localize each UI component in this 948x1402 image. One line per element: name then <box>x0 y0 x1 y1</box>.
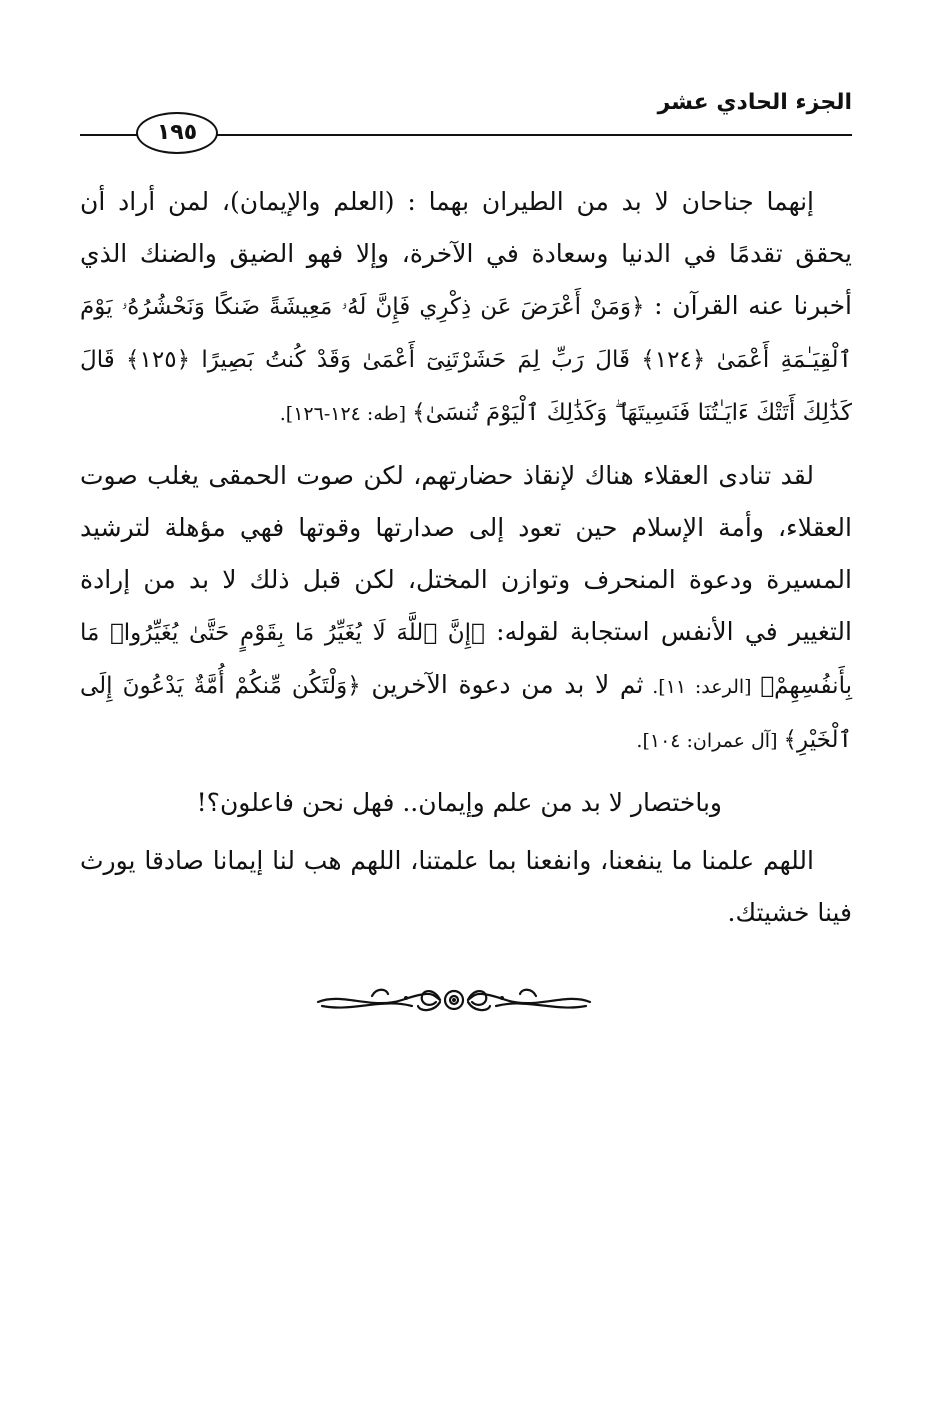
paragraph-3: وباختصار لا بد من علم وإيمان.. فهل نحن فاعلون؟! <box>196 788 722 817</box>
verse-reference: [طه: ١٢٤-١٢٦]. <box>279 403 413 425</box>
running-title: الجزء الحادي عشر <box>657 90 852 115</box>
paragraph-text: إنهما جناحان لا بد من الطيران بهما : (العلم والإيمان)، لمن أراد أن يحقق تقدمًا في الدنيا وسعادة في الآخرة، وإلا فهو الضيق والضنك الذي أخبرنا عنه القرآن : <box>80 187 852 320</box>
page-number: ١٩٥ <box>136 112 218 154</box>
quran-verse: ﴿إِنَّ ٱللَّهَ لَا يُغَيِّرُ مَا بِقَوْمٍ حَتَّىٰ يُغَيِّرُوا۟ مَا بِأَنفُسِهِمْ﴾ <box>80 620 852 699</box>
verse-reference: [آل عمران: ١٠٤]. <box>636 730 784 752</box>
main-text <box>80 176 852 939</box>
header-rule-right <box>216 134 852 136</box>
decorative-divider-icon <box>312 980 596 1020</box>
paragraph-2 <box>80 450 852 767</box>
paragraph-text: لقد تنادى العقلاء هناك لإنقاذ حضارتهم، لكن صوت الحمقى يغلب صوت العقلاء، وأمة الإسلام حين تعود إلى صدارتها وقوتها فهي مؤهلة لترشيد المسيرة ودعوة المنحرف وتوازن المختل، لكن قبل ذلك لا بد من إرادة التغيير في الأنفس استجابة لقوله: <box>80 461 852 646</box>
quran-verse: ﴿وَمَنْ أَعْرَضَ عَن ذِكْرِي فَإِنَّ لَهُۥ مَعِيشَةً ضَنكًا وَنَحْشُرُهُۥ يَوْمَ ٱلْقِيَـٰمَةِ أَعْمَىٰ ﴿١٢٤﴾ قَالَ رَبِّ لِمَ حَشَرْتَنِىٓ أَعْمَىٰ وَقَدْ كُنتُ بَصِيرًا ﴿١٢٥﴾ قَالَ كَذَٰلِكَ أَتَتْكَ ءَايَـٰتُنَا فَنَسِيتَهَا ۖ وَكَذَٰلِكَ ٱلْيَوْمَ تُنسَىٰ﴾ <box>80 294 852 426</box>
quran-verse: ﴿وَلْتَكُن مِّنكُمْ أُمَّةٌ يَدْعُونَ إِلَى ٱلْخَيْرِ﴾ <box>80 673 852 753</box>
paragraph-text: ثم لا بد من دعوة الآخرين <box>360 670 644 699</box>
header-rule-left <box>80 134 140 136</box>
paragraph-1 <box>80 176 852 440</box>
verse-reference: [الرعد: ١١]. <box>643 676 761 698</box>
paragraph-4: اللهم علمنا ما ينفعنا، وانفعنا بما علمتنا، اللهم هب لنا إيمانا صادقا يورث فينا خشيتك. <box>80 846 852 927</box>
